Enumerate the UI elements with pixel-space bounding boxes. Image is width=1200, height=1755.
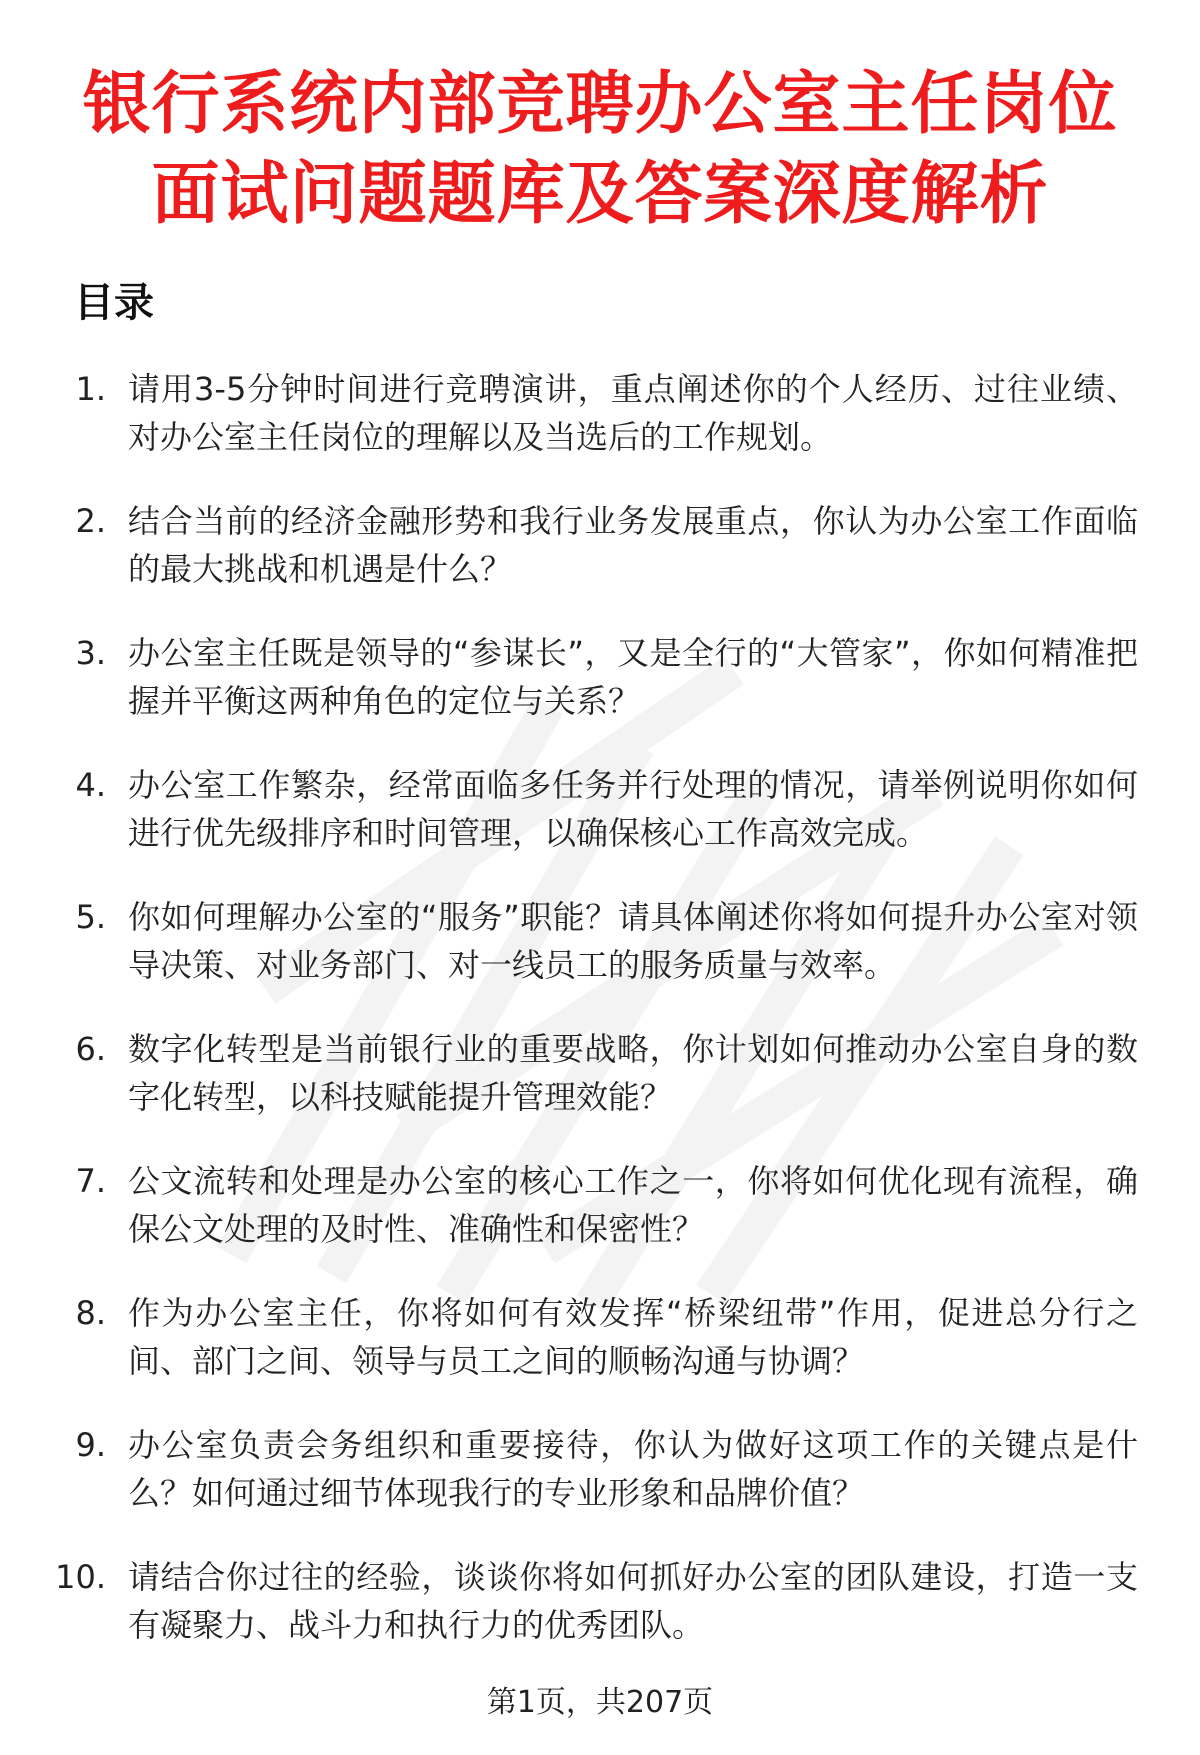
toc-item-text: 结合当前的经济金融形势和我行业务发展重点，你认为办公室工作面临的最大挑战和机遇是什么？ bbox=[128, 502, 1138, 588]
toc-item-text: 请结合你过往的经验，谈谈你将如何抓好办公室的团队建设，打造一支有凝聚力、战斗力和执行力的优秀团队。 bbox=[128, 1558, 1138, 1644]
toc-item[interactable] bbox=[40, 1553, 1140, 1685]
toc-item-text: 办公室主任既是领导的“参谋长”，又是全行的“大管家”，你如何精准把握并平衡这两种角色的定位与关系？ bbox=[128, 634, 1138, 720]
toc-item-number: 2. bbox=[75, 502, 106, 540]
document-title bbox=[0, 0, 1200, 240]
toc-item[interactable] bbox=[40, 761, 1140, 893]
toc-item[interactable] bbox=[40, 893, 1140, 1025]
toc-item-number: 4. bbox=[75, 766, 106, 804]
toc-item[interactable] bbox=[40, 629, 1140, 761]
toc-item-text: 办公室负责会务组织和重要接待，你认为做好这项工作的关键点是什么？如何通过细节体现我行的专业形象和品牌价值？ bbox=[128, 1426, 1138, 1512]
page-footer: 第1页，共207页 bbox=[486, 1685, 714, 1720]
toc-item-number: 10. bbox=[55, 1558, 106, 1596]
toc-item[interactable] bbox=[40, 497, 1140, 629]
toc-item-number: 7. bbox=[75, 1162, 106, 1200]
toc-item[interactable] bbox=[40, 1025, 1140, 1157]
toc-item-number: 9. bbox=[75, 1426, 106, 1464]
toc-item-text: 公文流转和处理是办公室的核心工作之一，你将如何优化现有流程，确保公文处理的及时性、准确性和保密性？ bbox=[128, 1162, 1138, 1248]
toc-item-number: 8. bbox=[75, 1294, 106, 1332]
toc-item[interactable] bbox=[40, 1289, 1140, 1421]
title-line-2: 面试问题题库及答案深度解析 bbox=[151, 155, 1049, 234]
toc-item-text: 数字化转型是当前银行业的重要战略，你计划如何推动办公室自身的数字化转型，以科技赋能提升管理效能？ bbox=[128, 1030, 1138, 1116]
toc-item[interactable] bbox=[40, 1421, 1140, 1553]
toc-item[interactable] bbox=[40, 365, 1140, 497]
toc-item-text: 请用3-5分钟时间进行竞聘演讲，重点阐述你的个人经历、过往业绩、对办公室主任岗位的理解以及当选后的工作规划。 bbox=[128, 370, 1138, 456]
toc-item-text: 作为办公室主任，你将如何有效发挥“桥梁纽带”作用，促进总分行之间、部门之间、领导与员工之间的顺畅沟通与协调？ bbox=[128, 1294, 1138, 1380]
toc-item-text: 你如何理解办公室的“服务”职能？请具体阐述你将如何提升办公室对领导决策、对业务部门、对一线员工的服务质量与效率。 bbox=[128, 898, 1138, 984]
title-line-1: 银行系统内部竞聘办公室主任岗位 bbox=[82, 65, 1118, 144]
toc-item-number: 1. bbox=[75, 370, 106, 408]
toc-item-text: 办公室工作繁杂，经常面临多任务并行处理的情况，请举例说明你如何进行优先级排序和时间管理，以确保核心工作高效完成。 bbox=[128, 766, 1138, 852]
toc-item-number: 6. bbox=[75, 1030, 106, 1068]
toc-item-number: 5. bbox=[75, 898, 106, 936]
toc-item-number: 3. bbox=[75, 634, 106, 672]
toc-list bbox=[40, 365, 1140, 1685]
toc-heading: 目录 bbox=[74, 280, 154, 326]
toc-item[interactable] bbox=[40, 1157, 1140, 1289]
